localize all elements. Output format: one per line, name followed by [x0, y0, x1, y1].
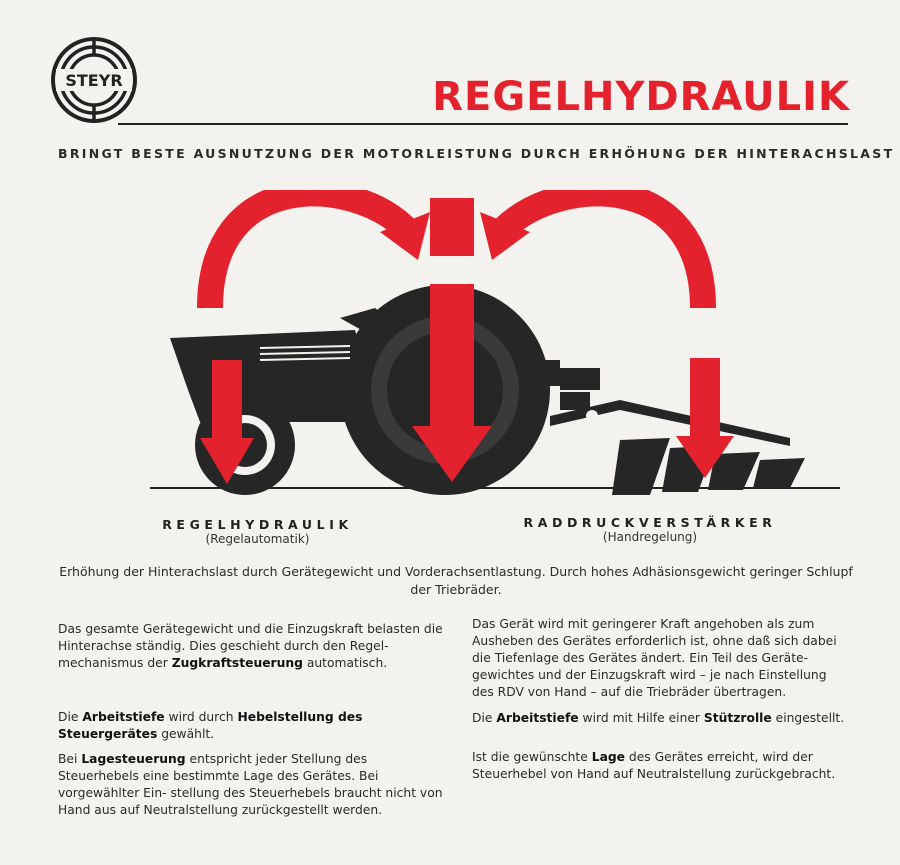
page-title: REGELHYDRAULIK — [432, 74, 850, 120]
curved-arrow-icon — [505, 194, 703, 308]
logo-wordmark: STEYR — [65, 71, 123, 90]
left-column — [58, 621, 443, 819]
right-paragraph-2: Die Arbeitstiefe wird mit Hilfe einer Stützrolle eingestellt. — [472, 711, 845, 725]
caption-left-heading: REGELHYDRAULIK — [162, 517, 353, 532]
right-paragraph-3: Ist die gewünschte Lage des Gerätes erreicht, wird der Steuerhebel von Hand auf Neutralstellung zurückgebracht. — [472, 750, 836, 781]
left-paragraph-3: Bei Lagesteuerung entspricht jeder Stellung des Steuerhebels eine bestimmte Lage des Gerätes. Bei vorgewählter Ein- stellung des Steuerhebels braucht nicht von Hand aus auf Neutralstellung zurückgestellt werden. — [58, 752, 443, 817]
right-paragraph-1: Das Gerät wird mit geringerer Kraft angehoben als zum Ausheben des Gerätes erforderlich ist, ohne daß sich dabei die Tiefenlage des Gerätes ändert. Ein Teil des Geräte- gewichtes und der Einzugskraft wird – je nach Einstellung des RDV von Hand – auf die Triebräder übertragen. — [472, 617, 837, 699]
left-paragraph-1: Das gesamte Gerätegewicht und die Einzugskraft belasten die Hinterachse ständig. Dies geschieht durch den Regel- mechanismus der Zugkraftsteuerung automatisch. — [58, 622, 443, 670]
steyr-logo — [50, 36, 138, 124]
page-subtitle: BRINGT BESTE AUSNUTZUNG DER MOTORLEISTUNG DURCH ERHÖHUNG DER HINTERACHSLAST — [58, 146, 895, 161]
title-rule — [118, 123, 848, 125]
caption-left — [135, 517, 380, 546]
caption-left-sub: (Regelautomatik) — [205, 532, 310, 546]
intro-line: Erhöhung der Hinterachslast durch Gerätegewicht und Vorderachsentlastung. Durch hohes Adhäsionsgewicht geringer Schlupf — [59, 564, 853, 579]
caption-right-sub: (Handregelung) — [602, 530, 698, 544]
right-column — [472, 616, 852, 783]
caption-right — [520, 515, 780, 544]
plough-icon — [550, 368, 805, 495]
left-paragraph-2: Die Arbeitstiefe wird durch Hebelstellung des Steuergerätes gewählt. — [58, 710, 363, 741]
curved-arrow-icon — [210, 194, 405, 308]
intro-paragraph — [56, 563, 856, 599]
tractor-illustration — [150, 190, 840, 510]
intro-line: der Triebräder. — [410, 582, 502, 597]
caption-right-heading: RADDRUCKVERSTÄRKER — [523, 515, 777, 530]
